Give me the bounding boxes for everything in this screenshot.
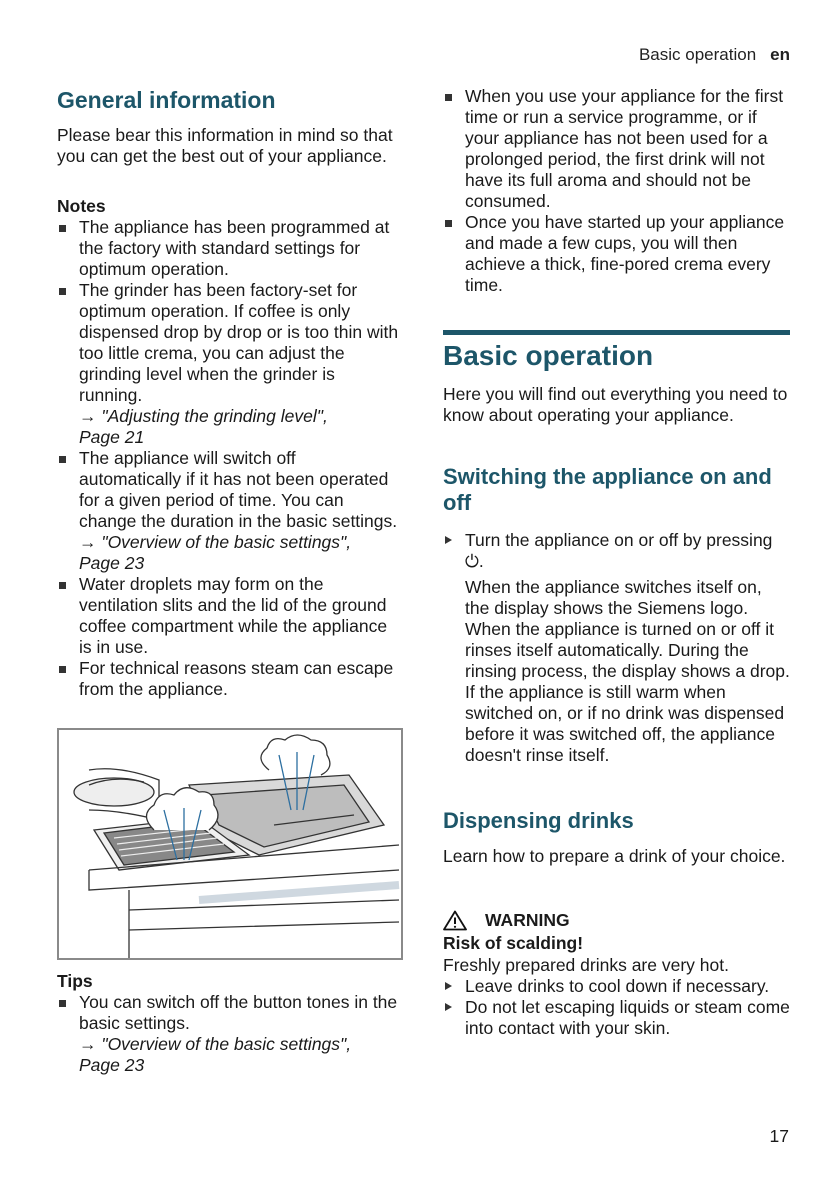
warning-step: Leave drinks to cool down if necessary. bbox=[443, 976, 790, 997]
warning-text: Freshly prepared drinks are very hot. bbox=[443, 955, 729, 975]
header-language: en bbox=[770, 45, 790, 64]
notes-heading: Notes bbox=[57, 196, 106, 216]
cross-reference-page[interactable]: Page 21 bbox=[79, 427, 145, 447]
tips-heading: Tips bbox=[57, 971, 93, 991]
warning-step: Do not let escaping liquids or steam come into contact with your skin. bbox=[443, 997, 790, 1039]
note-item: For technical reasons steam can escape from the appliance. bbox=[57, 658, 402, 700]
dispensing-heading: Dispensing drinks bbox=[443, 808, 634, 833]
page-number: 17 bbox=[769, 1126, 789, 1146]
coffee-machine-steam-drawing bbox=[59, 730, 401, 958]
tips-list bbox=[57, 992, 402, 1076]
cross-reference-page[interactable]: Page 23 bbox=[79, 553, 145, 573]
warning-steps bbox=[443, 976, 790, 1039]
notes-list bbox=[57, 217, 402, 700]
bullet-item: When you use your appliance for the first time or run a service programme, or if your appliance has not been used for a prolonged period, the first drink will not have its full aroma and should not be consumed. bbox=[443, 86, 790, 212]
steam-illustration bbox=[57, 728, 403, 960]
switch-steps bbox=[443, 530, 790, 572]
cross-reference[interactable]: → "Overview of the basic settings", bbox=[79, 532, 352, 552]
basic-operation-intro: Here you will find out everything you need to know about operating your appliance. bbox=[443, 384, 788, 425]
general-intro: Please bear this information in mind so that you can get the best out of your appliance. bbox=[57, 125, 393, 166]
note-item: The grinder has been factory-set for optimum operation. If coffee is only dispensed drop by drop or is too thin with too little crema, you can adjust the grinding level when the grinder is running. → "Adjusting the grinding level", Page 21 bbox=[57, 280, 402, 448]
warning-banner bbox=[443, 910, 570, 931]
note-item: Water droplets may form on the ventilation slits and the lid of the ground coffee compartment while the appliance is in use. bbox=[57, 574, 402, 658]
note-item: The appliance will switch off automatically if it has not been operated for a given period of time. You can change the duration in the basic settings. → "Overview of the basic settings", Page 23 bbox=[57, 448, 402, 574]
header-section: Basic operation bbox=[638, 45, 757, 64]
cross-reference-page[interactable]: Page 23 bbox=[79, 1055, 145, 1075]
warning-title: Risk of scalding! bbox=[443, 933, 584, 953]
cross-reference[interactable]: → "Adjusting the grinding level", bbox=[79, 406, 328, 426]
switching-heading: Switching the appliance on and off bbox=[443, 464, 772, 515]
right-bullets bbox=[443, 86, 790, 296]
section-rule bbox=[443, 330, 790, 335]
note-item: The appliance has been programmed at the factory with standard settings for optimum operation. bbox=[57, 217, 402, 280]
dispensing-intro: Learn how to prepare a drink of your choice. bbox=[443, 846, 786, 866]
general-information-heading: General information bbox=[57, 87, 276, 113]
basic-operation-heading: Basic operation bbox=[443, 340, 654, 371]
bullet-item: Once you have started up your appliance and made a few cups, you will then achieve a thick, fine-pored crema every time. bbox=[443, 212, 790, 296]
switch-body: When the appliance switches itself on, the display shows the Siemens logo. When the appliance is turned on or off it rinses itself automatically. During the rinsing process, the display shows a drop. If the appliance is still warm when switched on, or if no drink was dispensed before it was switched off, the appliance doesn't rinse itself. bbox=[465, 577, 790, 765]
cross-reference[interactable]: → "Overview of the basic settings", bbox=[79, 1034, 352, 1054]
switch-step: Turn the appliance on or off by pressing ⏻. bbox=[443, 530, 790, 572]
warning-triangle-icon bbox=[443, 910, 467, 931]
power-icon: ⏻ bbox=[465, 551, 479, 571]
tip-item: You can switch off the button tones in the basic settings. → "Overview of the basic settings", Page 23 bbox=[57, 992, 402, 1076]
warning-label: WARNING bbox=[485, 910, 570, 930]
running-header bbox=[639, 45, 790, 65]
